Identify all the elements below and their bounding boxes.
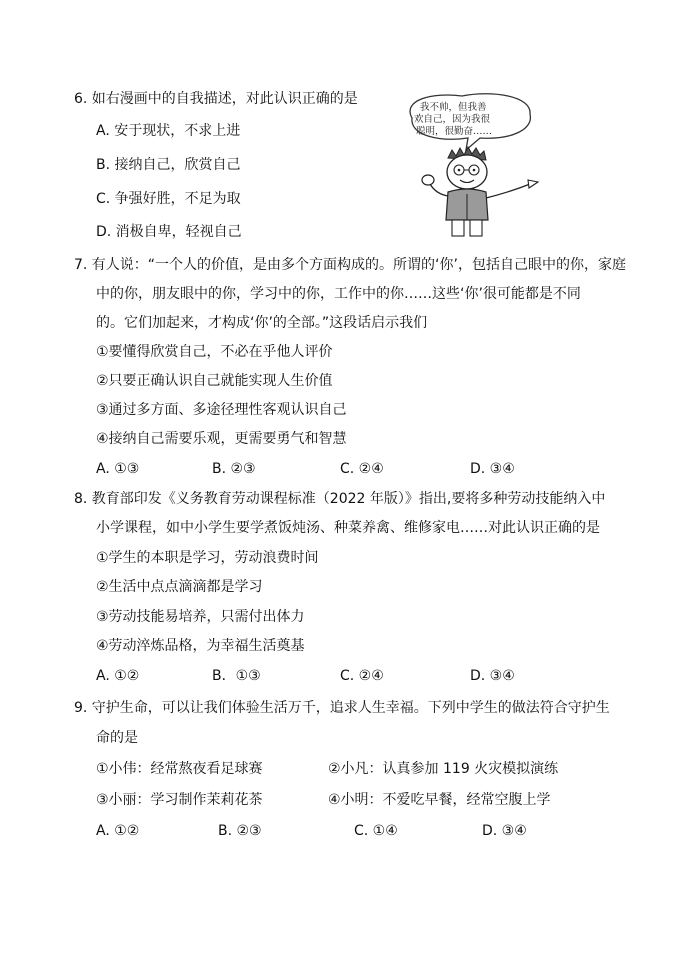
- q8-statement-2: ②生活中点点滴滴都是学习: [96, 579, 263, 595]
- q7-option-d: D. ③④: [470, 461, 515, 477]
- q9-option-b: B. ②③: [218, 823, 262, 839]
- cartoon-self-description: [392, 88, 542, 238]
- q9-option-c: C. ①④: [354, 823, 398, 839]
- q9-option-a: A. ①②: [96, 823, 140, 839]
- bubble-line-3: 聪明，很勤奋……: [416, 126, 493, 137]
- boy-figure: [422, 147, 538, 236]
- q8-option-c: C. ②④: [340, 668, 384, 684]
- q8-option-a: A. ①②: [96, 668, 140, 684]
- q8-stem-line-2: 小学课程，如中小学生要学煮饭炖汤、种菜养禽、维修家电……对此认识正确的是: [96, 520, 600, 536]
- q7-stem-line-1: 7. 有人说：“一个人的价值，是由多个方面构成的。所谓的‘你’，包括自己眼中的你，家庭: [74, 257, 626, 273]
- q9-statement-3: ③小丽：学习制作茉莉花茶: [96, 792, 263, 808]
- q9-stem-line-1: 9. 守护生命，可以让我们体验生活万千，追求人生幸福。下列中学生的做法符合守护生: [74, 700, 610, 716]
- q7-option-a: A. ①③: [96, 461, 140, 477]
- q7-stem-line-3: 的。它们加起来，才构成‘你’的全部。”这段话启示我们: [96, 315, 428, 331]
- q9-stem-line-2: 命的是: [96, 730, 138, 746]
- q7-stem-line-2: 中的你，朋友眼中的你，学习中的你，工作中的你……这些‘你’很可能都是不同: [96, 286, 581, 302]
- q6-option-a: A. 安于现状，不求上进: [96, 123, 241, 139]
- q9-statement-2: ②小凡：认真参加 119 火灾模拟演练: [328, 761, 559, 777]
- q7-statement-3: ③通过多方面、多途径理性客观认识自己: [96, 402, 347, 418]
- q7-option-b: B. ②③: [212, 461, 256, 477]
- q8-option-d: D. ③④: [470, 668, 515, 684]
- q8-statement-3: ③劳动技能易培养，只需付出体力: [96, 609, 305, 625]
- q9-option-d: D. ③④: [482, 823, 527, 839]
- bubble-line-2: 欢自己，因为我很: [414, 114, 491, 125]
- q7-statement-1: ①要懂得欣赏自己，不必在乎他人评价: [96, 344, 333, 360]
- q6-option-c: C. 争强好胜，不足为取: [96, 191, 241, 207]
- q8-option-b: B．①③: [212, 668, 261, 684]
- q8-statement-1: ①学生的本职是学习，劳动浪费时间: [96, 550, 319, 566]
- q9-statement-1: ①小伟：经常熬夜看足球赛: [96, 761, 263, 777]
- q7-option-c: C. ②④: [340, 461, 384, 477]
- q6-option-d: D. 消极自卑，轻视自己: [96, 224, 242, 240]
- q6-stem: 6. 如右漫画中的自我描述，对此认识正确的是: [74, 91, 358, 107]
- q6-option-b: B. 接纳自己，欣赏自己: [96, 157, 241, 173]
- q8-statement-4: ④劳动淬炼品格，为幸福生活奠基: [96, 638, 305, 654]
- q7-statement-4: ④接纳自己需要乐观，更需要勇气和智慧: [96, 431, 347, 447]
- q8-stem-line-1: 8. 教育部印发《义务教育劳动课程标准（2022 年版）》指出,要将多种劳动技能纳入中: [74, 491, 606, 507]
- q7-statement-2: ②只要正确认识自己就能实现人生价值: [96, 373, 333, 389]
- q9-statement-4: ④小明：不爱吃早餐，经常空腹上学: [328, 792, 551, 808]
- bubble-line-1: 我不帅，但我善: [420, 102, 487, 113]
